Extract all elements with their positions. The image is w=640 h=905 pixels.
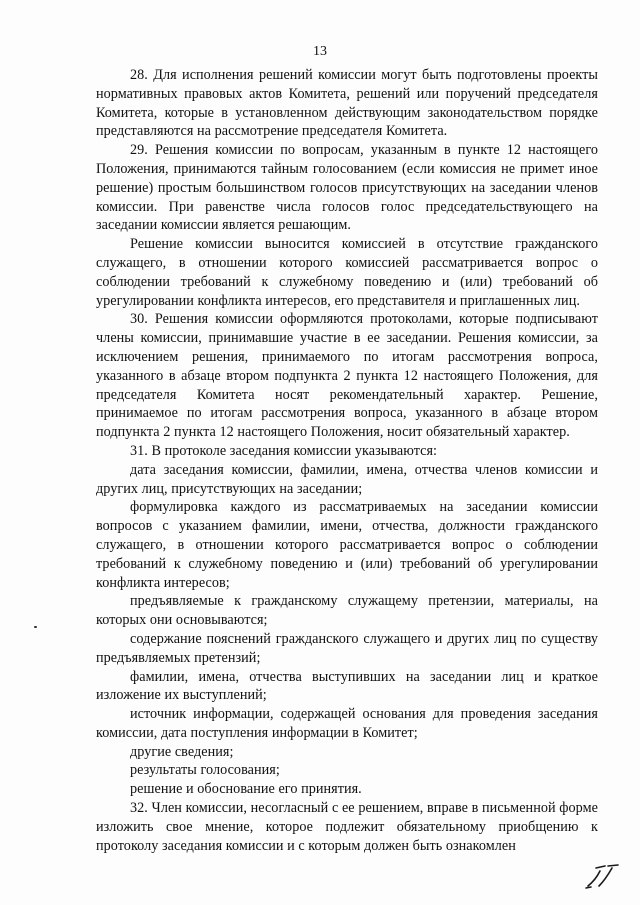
handwritten-initials xyxy=(584,862,624,890)
paragraph-29-decision: Решение комиссии выносится комиссией в отсутствие гражданского служащего, в отношении которого комиссией рассматривается вопрос о соблюдении требований к служебному поведению и (или) требований об урегулировании конфликта интересов, его представителя и приглашенных лиц. xyxy=(96,236,598,309)
paragraph-29: 29. Решения комиссии по вопросам, указанным в пункте 12 настоящего Положения, принимаются тайным голосованием (если комиссия не примет иное решение) простым большинством голосов присутствующих на заседании членов комиссии. При равенстве числа голосов голос председательствующего на заседании комиссии является решающим. xyxy=(96,142,598,234)
list-item-date: дата заседания комиссии, фамилии, имена, отчества членов комиссии и других лиц, присутствующих на заседании; xyxy=(96,461,598,497)
list-item-claims: предъявляемые к гражданскому служащему претензии, материалы, на которых они основываются; xyxy=(96,593,598,629)
paragraph-31: 31. В протоколе заседания комиссии указываются: xyxy=(130,442,438,459)
list-item-wording: формулировка каждого из рассматриваемых на заседании комиссии вопросов с указанием фамилии, имени, отчества, должности гражданского служащего, в отношении которого рассматривается вопрос о соблюдении требований к служебному поведению и (или) требований об урегулировании конфликта интересов; xyxy=(96,499,598,591)
list-item-explanations: содержание пояснений гражданского служащего и других лиц по существу предъявляемых претензий; xyxy=(96,630,598,666)
page-number: 13 xyxy=(313,44,327,59)
list-item-decision: решение и обоснование его принятия. xyxy=(130,781,362,798)
document-body xyxy=(96,66,598,855)
scan-speck xyxy=(34,626,37,628)
list-item-voting: результаты голосования; xyxy=(130,762,280,779)
list-item-speakers: фамилии, имена, отчества выступивших на заседании лиц и краткое изложение их выступлений; xyxy=(96,668,598,704)
paragraph-30: 30. Решения комиссии оформляются протоколами, которые подписывают члены комиссии, принимавшие участие в ее заседании. Решения комиссии, за исключением решения, принимаемого по итогам рассмотрения вопроса, указанного в абзаце втором подпункта 2 пункта 12 настоящего Положения, для председателя Комитета носят рекомендательный характер. Решение, принимаемое по итогам рассмотрения вопроса, указанного в абзаце втором подпункта 2 пункта 12 настоящего Положения, носит обязательный характер. xyxy=(96,311,598,441)
paragraph-32: 32. Член комиссии, несогласный с ее решением, вправе в письменной форме изложить свое мнение, которое подлежит обязательному приобщению к протоколу заседания комиссии и с которым должен быть ознакомлен xyxy=(96,800,598,854)
paragraph-28: 28. Для исполнения решений комиссии могут быть подготовлены проекты нормативных правовых актов Комитета, решений или поручений председателя Комитета, которые в установленном действующим законодательством порядке представляются на рассмотрение председателя Комитета. xyxy=(96,67,598,140)
list-item-source: источник информации, содержащей основания для проведения заседания комиссии, дата поступления информации в Комитет; xyxy=(96,706,598,741)
list-item-other: другие сведения; xyxy=(130,743,234,760)
